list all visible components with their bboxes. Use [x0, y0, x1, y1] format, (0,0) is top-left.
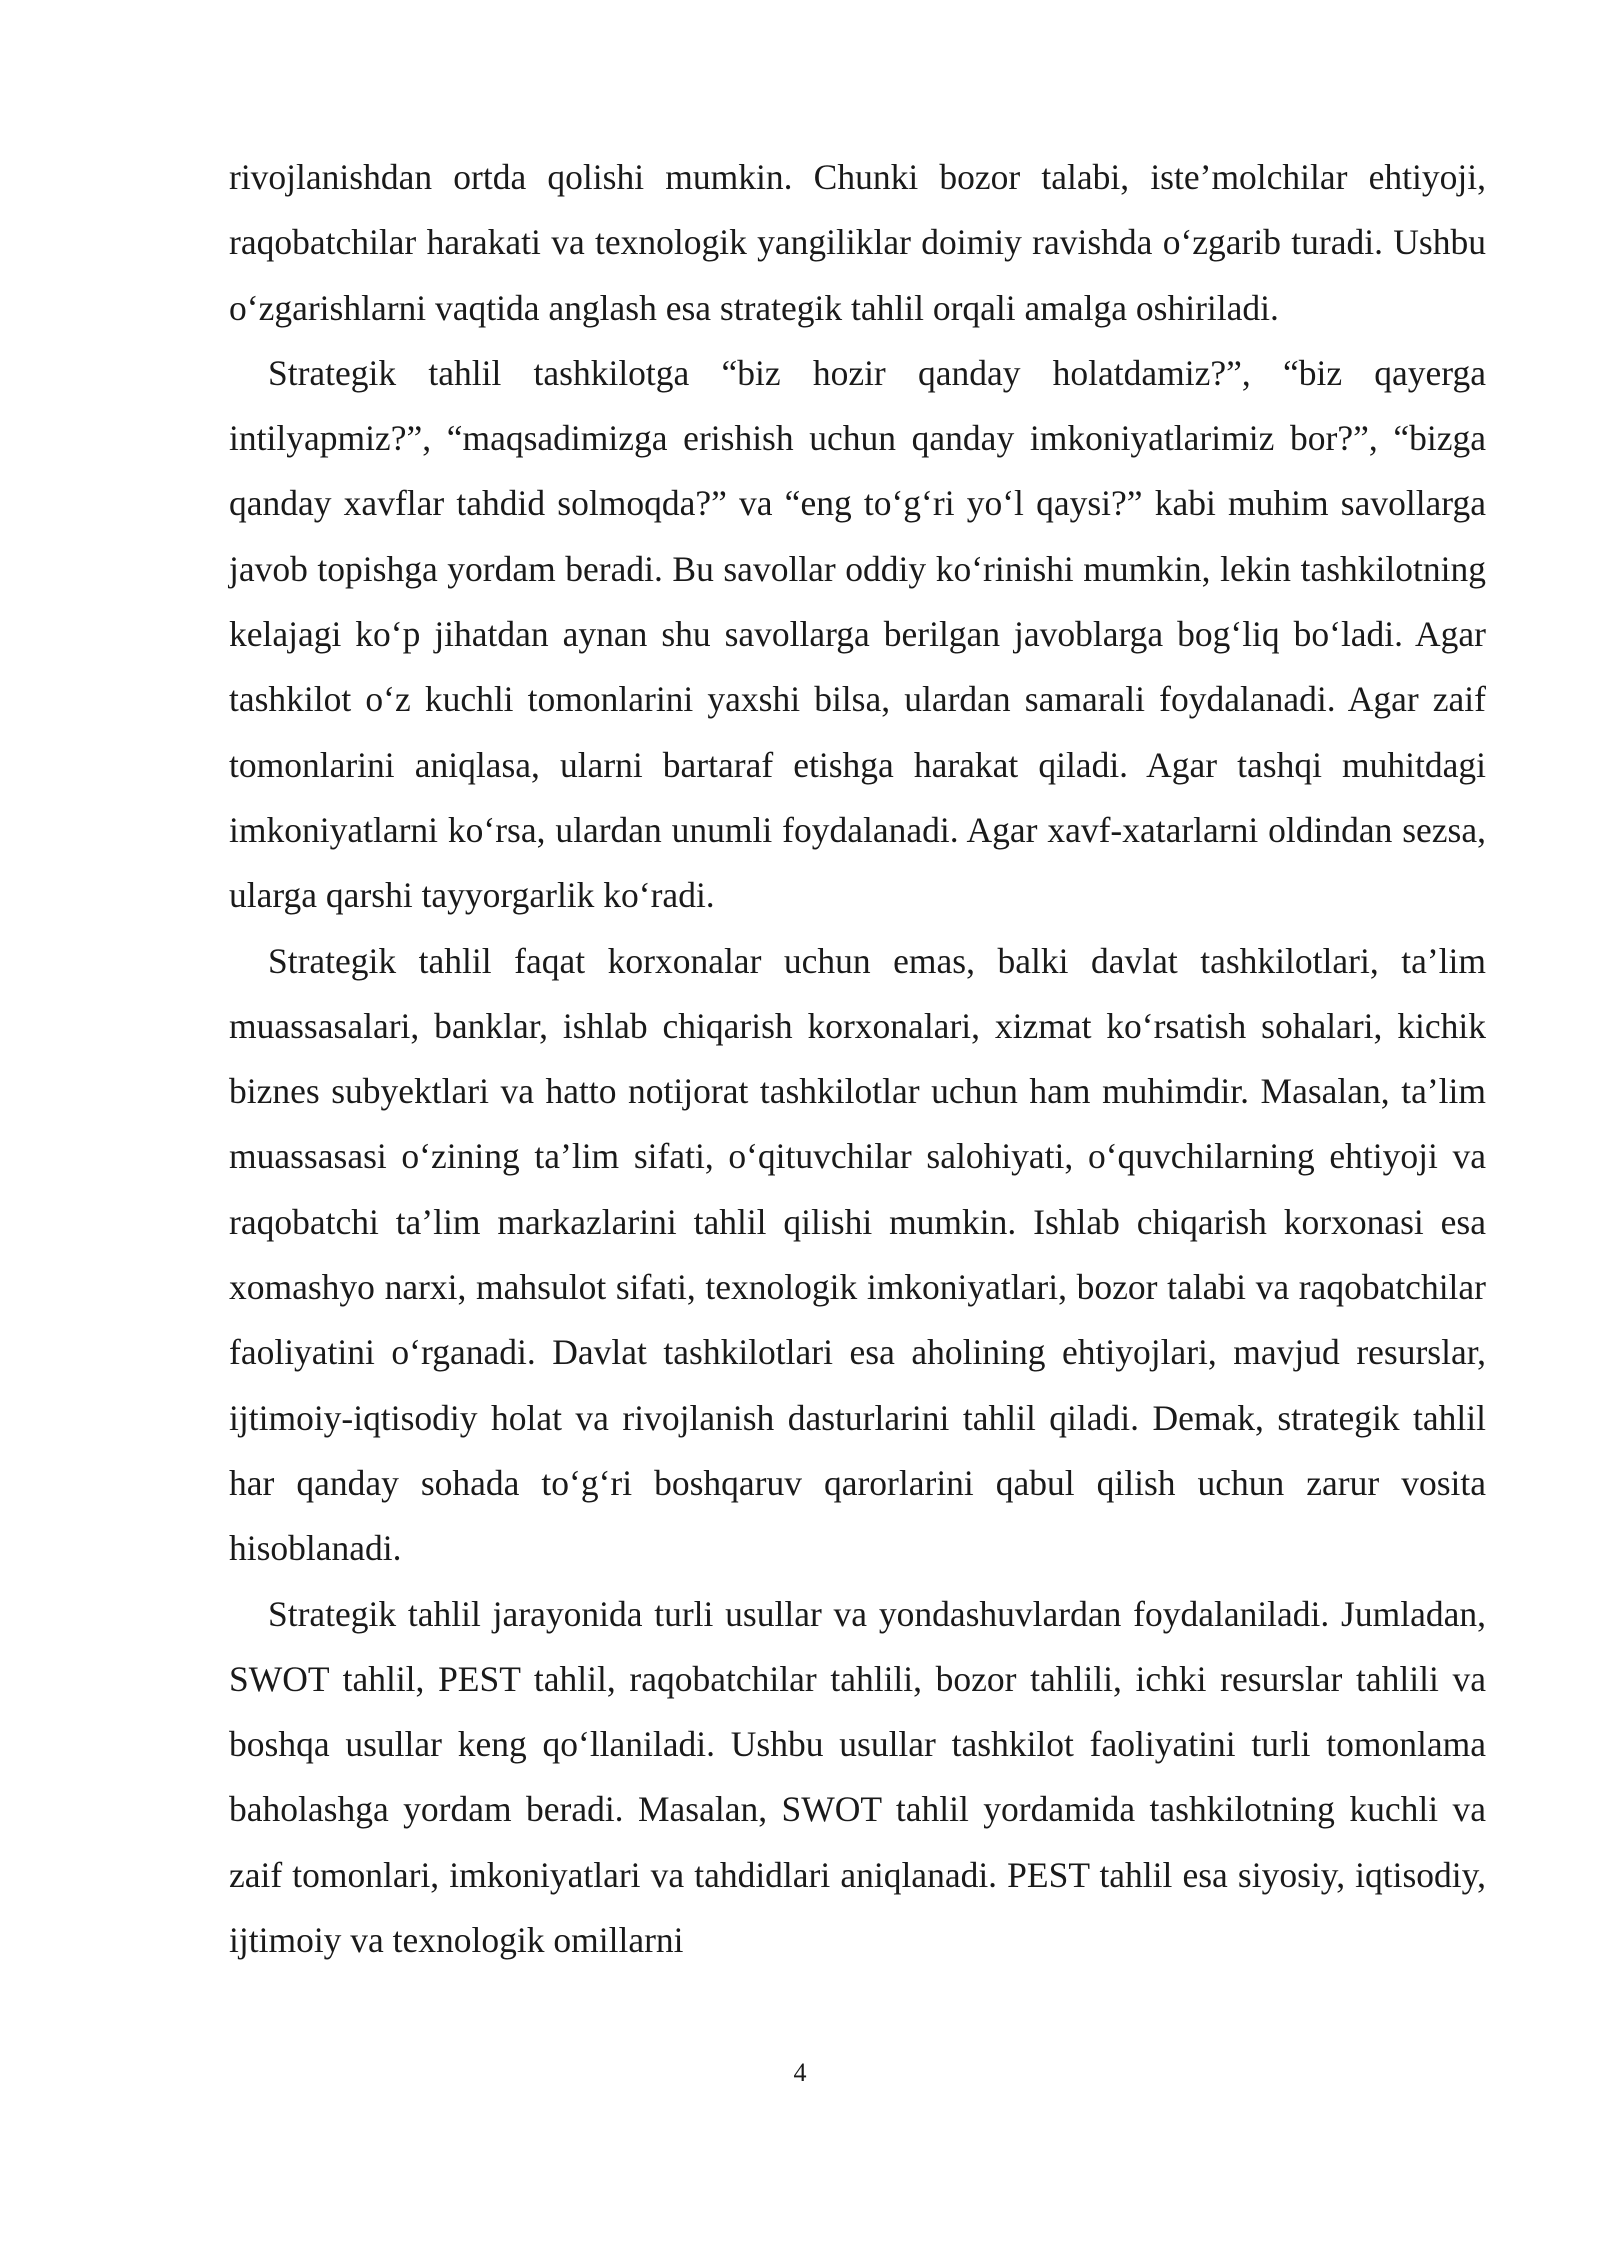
paragraph-strategic-sectors: Strategik tahlil faqat korxonalar uchun emas, balki davlat tashkilotlari, ta’lim muassasalari, banklar, ishlab chiqarish korxonalari, xizmat ko‘rsatish sohalari, kichik biznes subyektlari va hatto notijorat tashkilotlar uchun ham muhimdir. Masalan, ta’lim muassasasi o‘zining ta’lim sifati, o‘qituvchilar salohiyati, o‘quvchilarning ehtiyoji va raqobatchi ta’lim markazlarini tahlil qilishi mumkin. Ishlab chiqarish korxonasi esa xomashyo narxi, mahsulot sifati, texnologik imkoniyatlari, bozor talabi va raqobatchilar faoliyatini o‘rganadi. Davlat tashkilotlari esa aholining ehtiyojlari, mavjud resurslar, ijtimoiy-iqtisodiy holat va rivojlanish dasturlarini tahlil qiladi. Demak, strategik tahlil har qanday sohada to‘g‘ri boshqaruv qarorlarini qabul qilish uchun zarur vosita hisoblanadi.	[229, 940, 1486, 1569]
document-body	[229, 145, 1486, 1973]
paragraph-strategic-questions: Strategik tahlil tashkilotga “biz hozir qanday holatdamiz?”, “biz qayerga intilyapmiz?”, “maqsadimizga erishish uchun qanday imkoniyatlarimiz bor?”, “bizga qanday xavflar tahdid solmoqda?” va “eng to‘g‘ri yo‘l qaysi?” kabi muhim savollarga javob topishga yordam beradi. Bu savollar oddiy ko‘rinishi mumkin, lekin tashkilotning kelajagi ko‘p jihatdan aynan shu savollarga berilgan javoblarga bog‘liq bo‘ladi. Agar tashkilot o‘z kuchli tomonlarini yaxshi bilsa, ulardan samarali foydalanadi. Agar zaif tomonlarini aniqlasa, ularni bartaraf etishga harakat qiladi. Agar tashqi muhitdagi imkoniyatlarni ko‘rsa, ulardan unumli foydalanadi. Agar xavf-xatarlarni oldindan sezsa, ularga qarshi tayyorgarlik ko‘radi.	[229, 352, 1486, 916]
page-number: 4	[793, 2058, 807, 2087]
paragraph-analysis-methods: Strategik tahlil jarayonida turli usullar va yondashuvlardan foydalaniladi. Jumladan, SWOT tahlil, PEST tahlil, raqobatchilar tahlili, bozor tahlili, ichki resurslar tahlili va boshqa usullar keng qo‘llaniladi. Ushbu usullar tashkilot faoliyatini turli tomonlama baholashga yordam beradi. Masalan, SWOT tahlil yordamida tashkilotning kuchli va zaif tomonlari, imkoniyatlari va tahdidlari aniqlanadi. PEST tahlil esa siyosiy, iqtisodiy, ijtimoiy va texnologik omillarni	[229, 1593, 1486, 1961]
paragraph-continuation: rivojlanishdan ortda qolishi mumkin. Chunki bozor talabi, iste’molchilar ehtiyoji, raqobatchilar harakati va texnologik yangiliklar doimiy ravishda o‘zgarib turadi. Ushbu o‘zgarishlarni vaqtida anglash esa strategik tahlil orqali amalga oshiriladi.	[229, 157, 1486, 328]
